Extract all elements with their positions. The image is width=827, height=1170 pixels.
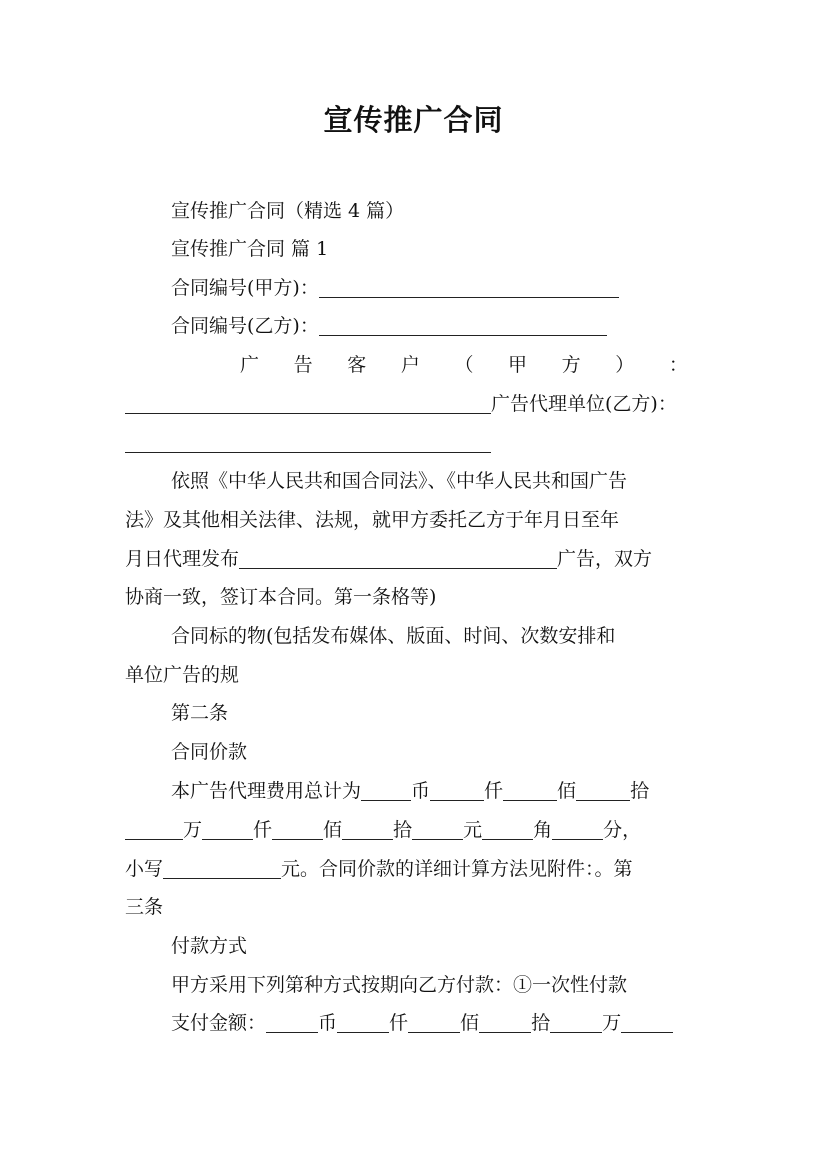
paragraph-line: 法》及其他相关法律、法规，就甲方委托乙方于年月日至年 — [125, 509, 620, 531]
agency-blank-line — [125, 424, 702, 462]
fee-line: 万 仟 佰 拾 元 角 分， — [125, 811, 702, 849]
advertiser-label-line: 广 告 客 户 （ 甲 方 ） ： — [240, 354, 688, 376]
agency-line: 广告代理单位(乙方)： — [125, 385, 702, 423]
fee-line: 本广告代理费用总计为 币 仟 佰 拾 — [125, 772, 702, 810]
subtitle-line: 宣传推广合同（精选 4 篇） — [171, 200, 405, 222]
paragraph-line: 合同标的物(包括发布媒体、版面、时间、次数安排和 — [171, 625, 616, 647]
article-heading: 三条 — [125, 896, 164, 918]
contract-number-b: 合同编号(乙方)： — [125, 307, 702, 345]
blank-field — [319, 311, 607, 336]
article-heading: 第二条 — [171, 702, 229, 724]
paragraph-line: 单位广告的规 — [125, 664, 240, 686]
payment-line: 支付金额： 币 仟 佰 拾 万 — [125, 1004, 702, 1042]
paragraph-line: 协商一致，签订本合同。第一条格等) — [125, 586, 437, 608]
blank-field — [319, 273, 619, 298]
document-title: 宣传推广合同 — [323, 103, 504, 137]
article-title: 合同价款 — [171, 741, 248, 763]
paragraph-line: 月日代理发布 广告，双方 — [125, 540, 702, 578]
paragraph-line: 依照《中华人民共和国合同法》、《中华人民共和国广告 — [171, 470, 628, 492]
blank-field — [239, 544, 557, 569]
article-title: 付款方式 — [171, 935, 248, 957]
blank-field — [125, 428, 491, 453]
paragraph-line: 甲方采用下列第种方式按期向乙方付款：①一次性付款 — [171, 974, 628, 996]
contract-number-a: 合同编号(甲方)： — [125, 269, 702, 307]
blank-field — [125, 389, 491, 414]
section-heading: 宣传推广合同 篇 1 — [171, 238, 329, 260]
fee-line: 小写 元。合同价款的详细计算方法见附件：。第 — [125, 850, 702, 888]
